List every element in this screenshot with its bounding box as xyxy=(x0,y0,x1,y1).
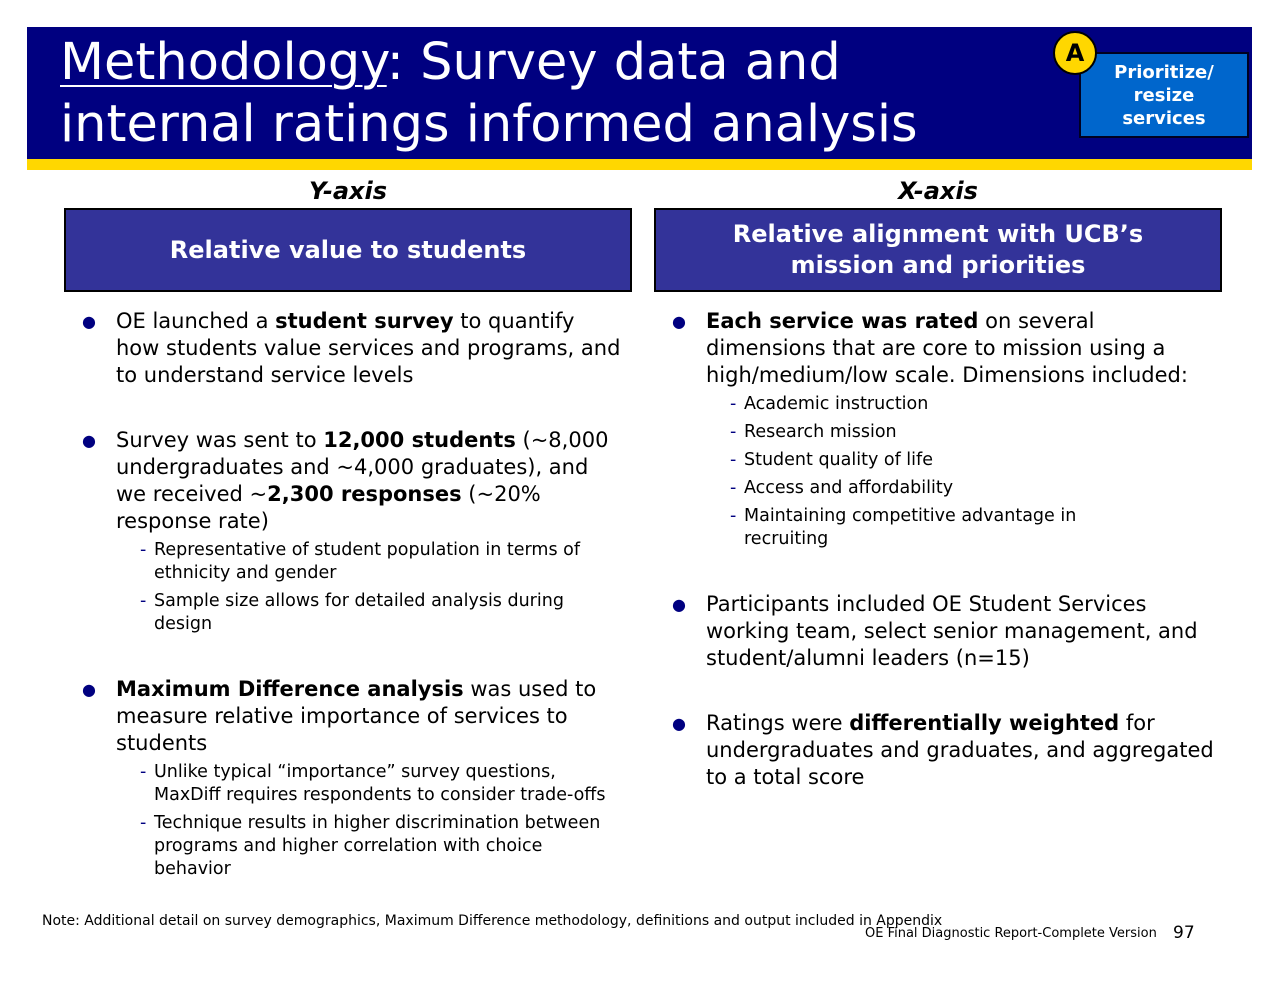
list-item: ● Maximum Difference analysis was used to measure relative importance of services to students xyxy=(82,677,597,755)
list-item: ● Ratings were differentially weighted for undergraduates and graduates, and aggregated to a total score xyxy=(672,711,1214,789)
bullet-icon: ● xyxy=(82,312,96,331)
footnote: Note: Additional detail on survey demographics, Maximum Difference methodology, definitions and output included in Appendix xyxy=(42,913,943,929)
x-axis-label: X-axis xyxy=(898,177,978,205)
sub-item: - Student quality of life xyxy=(730,450,933,470)
bullet-icon: ● xyxy=(672,714,686,733)
list-item: ● Participants included OE Student Services working team, select senior management, and student/alumni leaders (n=15) xyxy=(672,592,1198,670)
section-badge: A xyxy=(1053,31,1097,75)
bullet-icon: ● xyxy=(82,431,96,450)
sub-item: - Research mission xyxy=(730,422,897,442)
sub-item: - Access and affordability xyxy=(730,478,954,498)
bullet-icon: ● xyxy=(82,680,96,699)
y-axis-box: Relative value to students xyxy=(64,208,632,292)
title-line1-rest: : Survey data and xyxy=(386,33,841,92)
list-item: ● Each service was rated on several dimensions that are core to mission using a high/medium/low scale. Dimensions included: xyxy=(672,309,1188,387)
list-item: ● OE launched a student survey to quantify how students value services and programs, and to understand service levels xyxy=(82,309,621,387)
bullet-icon: ● xyxy=(672,312,686,331)
left-column xyxy=(64,308,624,881)
sub-item: - Representative of student population in terms of ethnicity and gender xyxy=(140,540,580,583)
list-item: ● Survey was sent to 12,000 students (~8,000 undergraduates and ~4,000 graduates), and we received ~2,300 responses (~20% response rate) xyxy=(82,428,609,533)
sub-item: - Technique results in higher discrimination between programs and higher correlation with choice behavior xyxy=(140,813,601,879)
prioritize-callout: Prioritize/ resize services xyxy=(1079,52,1249,138)
page-title xyxy=(60,32,1020,156)
sub-item: - Unlike typical “importance” survey questions, MaxDiff requires respondents to consider trade-offs xyxy=(140,762,606,805)
right-column xyxy=(654,308,1214,791)
title-accent-stripe xyxy=(27,159,1252,170)
report-name: OE Final Diagnostic Report-Complete Version xyxy=(865,926,1157,941)
y-axis-label: Y-axis xyxy=(309,177,387,205)
x-axis-box: Relative alignment with UCB’s mission and priorities xyxy=(654,208,1222,292)
sub-item: - Maintaining competitive advantage in recruiting xyxy=(730,506,1077,549)
title-keyword: Methodology xyxy=(60,33,387,92)
bullet-icon: ● xyxy=(672,595,686,614)
title-line2: internal ratings informed analysis xyxy=(60,95,918,154)
sub-item: - Sample size allows for detailed analysis during design xyxy=(140,591,564,634)
sub-item: - Academic instruction xyxy=(730,394,929,414)
page-number: 97 xyxy=(1173,923,1195,943)
